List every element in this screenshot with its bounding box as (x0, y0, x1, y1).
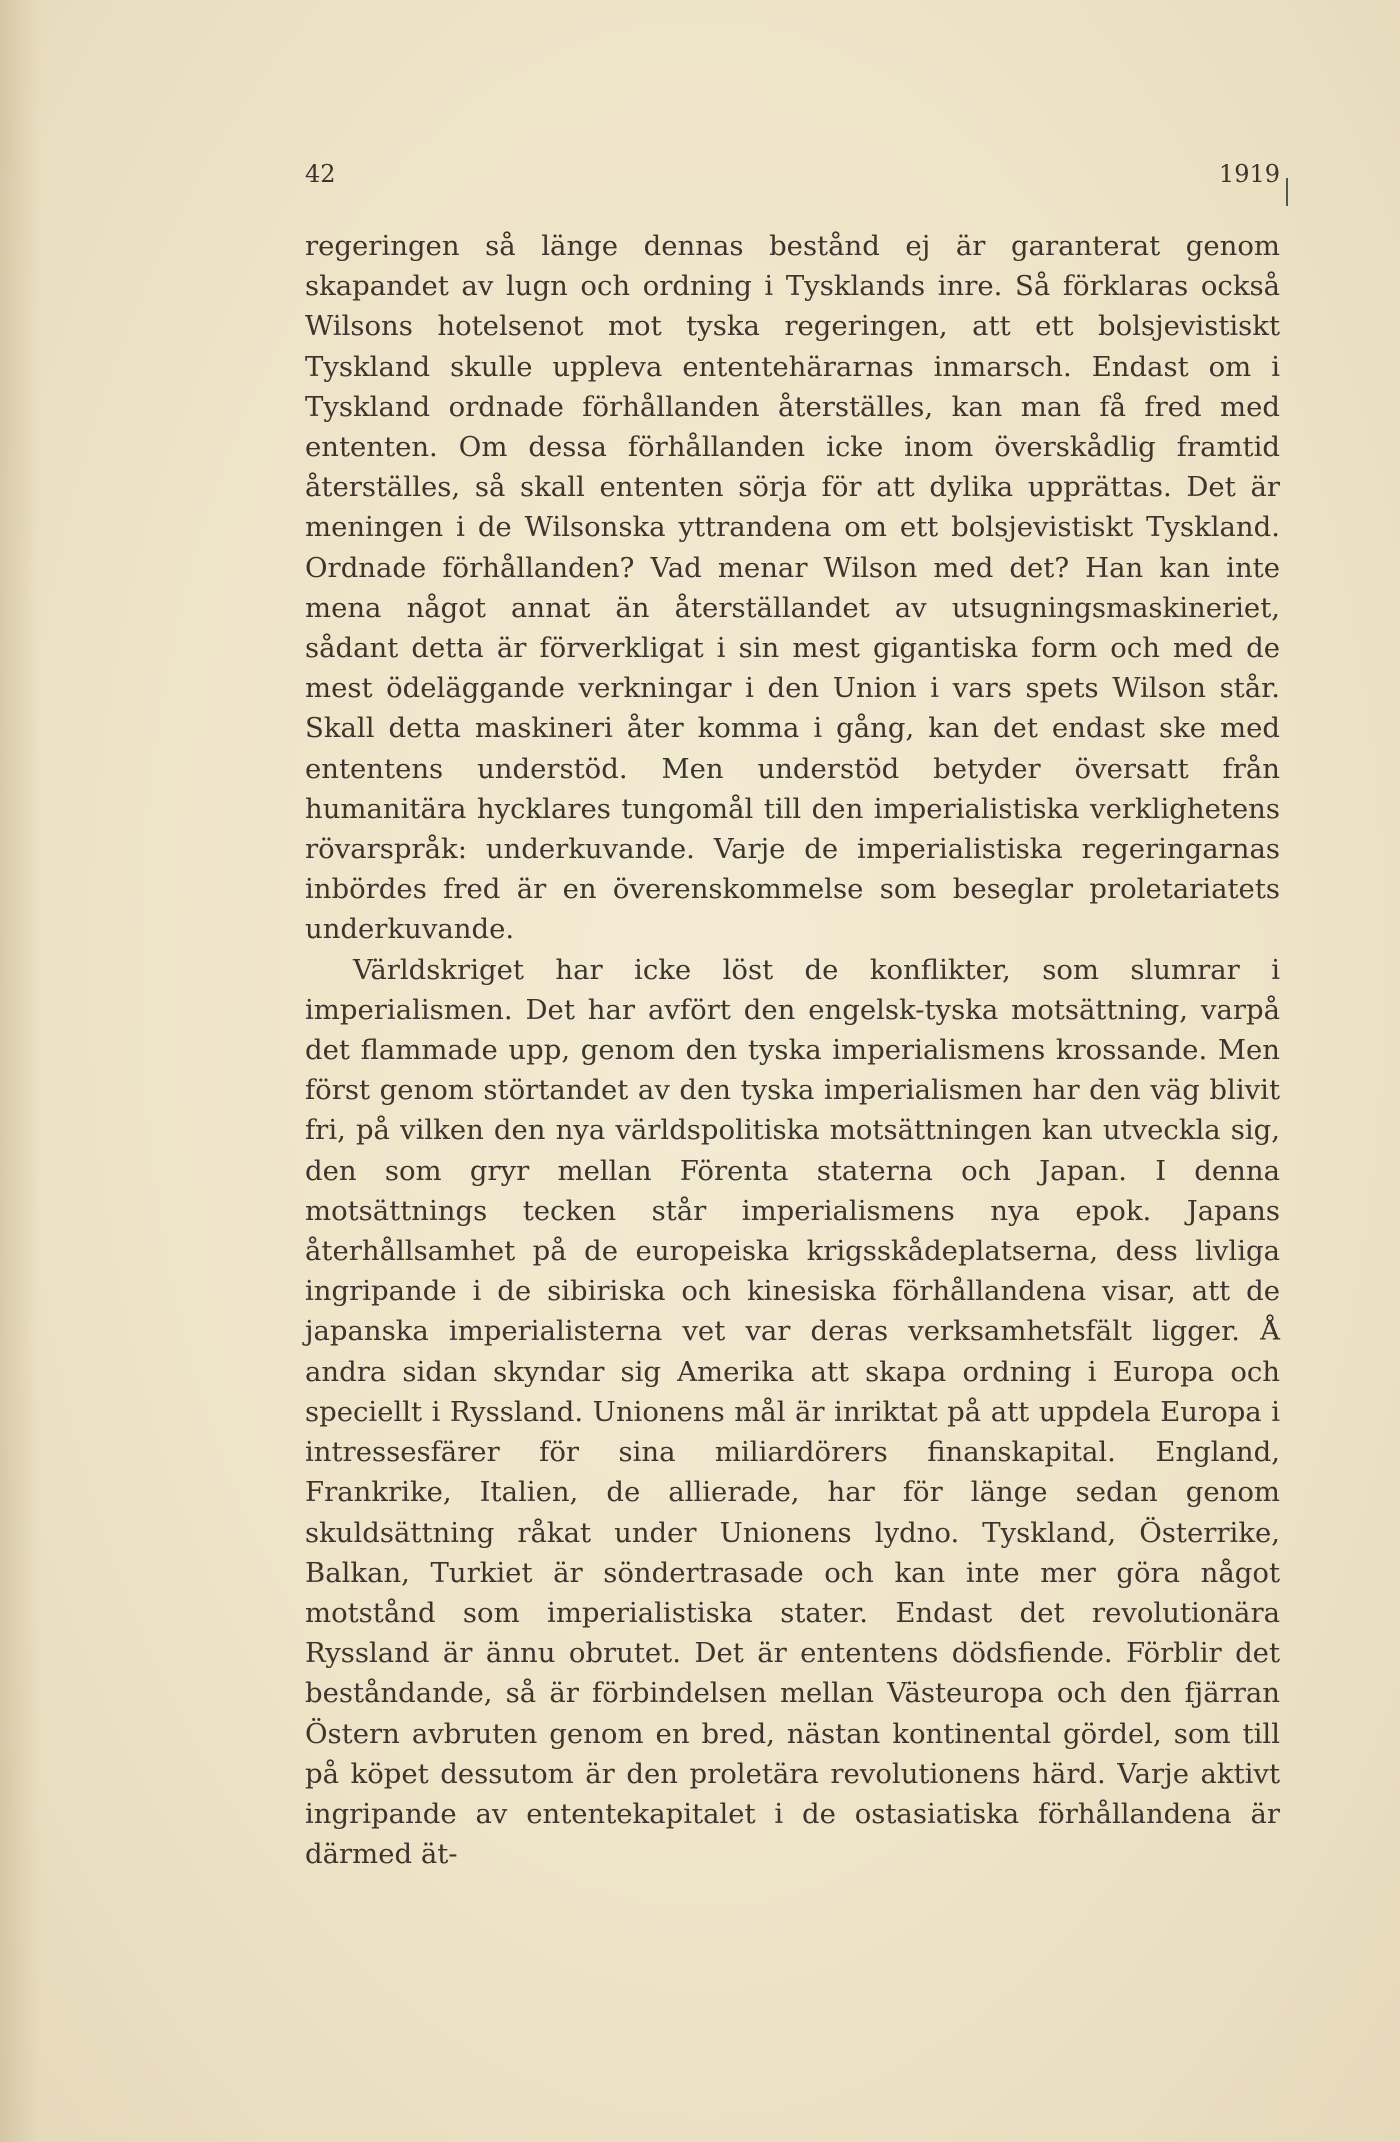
page-header (305, 160, 1280, 200)
page-number: 42 (305, 160, 336, 188)
body-text (305, 226, 1280, 1874)
page-edge-shadow (0, 0, 40, 2142)
header-rule (1286, 178, 1288, 206)
paragraph: Världskriget har icke löst de konflikter, som slumrar i imperialismen. Det har avfört den engelsk-tyska motsättning, varpå det flammade upp, genom den tyska imperialismens krossande. Men först genom störtandet av den tyska imperialismen har den väg blivit fri, på vilken den nya världspolitiska motsättningen kan utveckla sig, den som gryr mellan Förenta staterna och Japan. I denna motsättnings tecken står imperialismens nya epok. Japans återhållsamhet på de europeiska krigsskådeplatserna, dess livliga ingripande i de sibiriska och kinesiska förhållandena visar, att de japanska imperialisterna vet var deras verksamhetsfält ligger. Å andra sidan skyndar sig Amerika att skapa ordning i Europa och speciellt i Ryssland. Unionens mål är inriktat på att uppdela Europa i intressesfärer för sina miliardörers finanskapital. England, Frankrike, Italien, de allierade, har för länge sedan genom skuldsättning råkat under Unionens lydno. Tyskland, Österrike, Balkan, Turkiet är söndertrasade och kan inte mer göra något motstånd som imperialistiska stater. Endast det revolutionära Ryssland är ännu obrutet. Det är ententens dödsfiende. Förblir det beståndande, så är förbindelsen mellan Västeuropa och den fjärran Östern avbruten genom en bred, nästan kontinental gördel, som till på köpet dessutom är den proletära revolutionens härd. Varje aktivt ingripande av ententekapitalet i de ostasiatiska förhållandena är därmed ät- (305, 953, 1280, 1871)
paragraph-continued: regeringen så länge dennas bestånd ej är garanterat genom skapandet av lugn och ordning i Tysklands inre. Så förklaras också Wilsons hotelsenot mot tyska regeringen, att ett bolsjevistiskt Tyskland skulle uppleva ententehärarnas inmarsch. Endast om i Tyskland ordnade förhållanden återställes, kan man få fred med ententen. Om dessa förhållanden icke inom överskådlig framtid återställes, så skall ententen sörja för att dylika upprättas. Det är meningen i de Wilsonska yttrandena om ett bolsjevistiskt Tyskland. Ordnade förhållanden? Vad menar Wilson med det? Han kan inte mena något annat än återställandet av utsugningsmaskineriet, sådant detta är förverkligat i sin mest gigantiska form och med de mest ödeläggande verkningar i den Union i vars spets Wilson står. Skall detta maskineri åter komma i gång, kan det endast ske med ententens understöd. Men understöd betyder översatt från humanitära hycklares tungomål till den imperialistiska verklighetens rövarspråk: underkuvande. Varje de imperialistiska regeringarnas inbördes fred är en överenskommelse som beseglar proletariatets underkuvande. (305, 230, 1280, 946)
header-year: 1919 (1218, 160, 1280, 188)
